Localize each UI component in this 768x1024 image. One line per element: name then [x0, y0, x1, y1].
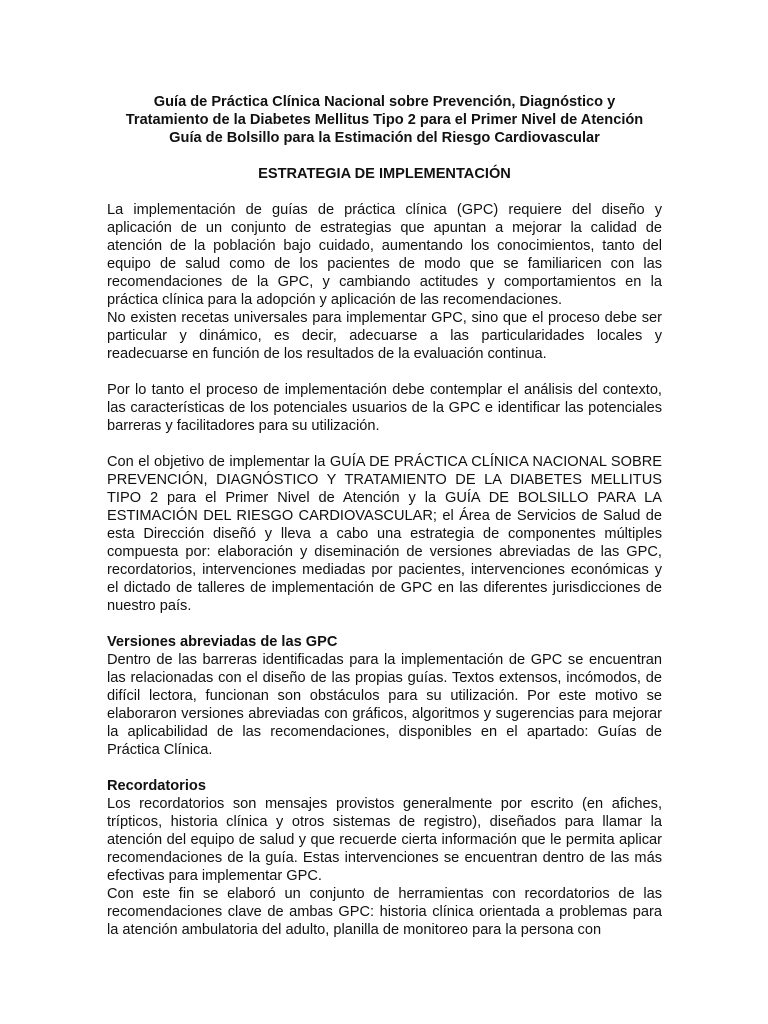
- versiones-section: [107, 633, 662, 759]
- recordatorios-paragraph-2: Con este fin se elaboró un conjunto de herramientas con recordatorios de las recomendaciones clave de ambas GPC: historia clínica orientada a problemas para la atención ambulatoria del adulto, planilla de monitoreo para la persona con: [107, 886, 662, 938]
- versiones-paragraph: Dentro de las barreras identificadas para la implementación de GPC se encuentran las relacionadas con el diseño de las propias guías. Textos extensos, incómodos, de difícil lectora, funcionan son obstáculos para su utilización. Por este motivo se elaboraron versiones abreviadas con gráficos, algoritmos y sugerencias para mejorar la aplicabilidad de las recomendaciones, disponibles en el apartado: Guías de Práctica Clínica.: [107, 652, 662, 758]
- title-line-2: Tratamiento de la Diabetes Mellitus Tipo 2 para el Primer Nivel de Atención: [125, 112, 644, 128]
- document-title: [103, 93, 666, 147]
- intro-paragraph: La implementación de guías de práctica clínica (GPC) requiere del diseño y aplicación de un conjunto de estrategias que apuntan a mejorar la calidad de atención de la población bajo cuidado, aumentando los conocimientos, tanto del equipo de salud como de los pacientes de modo que se familiaricen con las recomendaciones de la GPC, y cambiando actitudes y comportamientos en la práctica clínica para la adopción y aplicación de las recomendaciones.: [107, 202, 662, 308]
- title-line-1: Guía de Práctica Clínica Nacional sobre Prevención, Diagnóstico y: [153, 94, 616, 110]
- recordatorios-heading: Recordatorios: [107, 778, 206, 794]
- recordatorios-section: [107, 777, 662, 939]
- versiones-heading: Versiones abreviadas de las GPC: [107, 634, 338, 650]
- title-line-3: Guía de Bolsillo para la Estimación del Riesgo Cardiovascular: [169, 130, 600, 146]
- context-paragraph: Por lo tanto el proceso de implementación debe contemplar el análisis del contexto, las características de los potenciales usuarios de la GPC e identificar las potenciales barreras y facilitadores para su utilización.: [107, 382, 662, 434]
- recipes-paragraph: No existen recetas universales para implementar GPC, sino que el proceso debe ser particular y dinámico, es decir, adecuarse a las particularidades locales y readecuarse en función de los resultados de la evaluación continua.: [107, 310, 662, 362]
- document-page: [107, 93, 662, 939]
- objective-paragraph: Con el objetivo de implementar la GUÍA DE PRÁCTICA CLÍNICA NACIONAL SOBRE PREVENCIÓN, DIAGNÓSTICO Y TRATAMIENTO DE LA DIABETES MELLITUS TIPO 2 para el Primer Nivel de Atención y la GUÍA DE BOLSILLO PARA LA ESTIMACIÓN DEL RIESGO CARDIOVASCULAR; el Área de Servicios de Salud de esta Dirección diseñó y lleva a cabo una estrategia de componentes múltiples compuesta por: elaboración y diseminación de versiones abreviadas de las GPC, recordatorios, intervenciones mediadas por pacientes, intervenciones económicas y el dictado de talleres de implementación de GPC en las diferentes jurisdicciones de nuestro país.: [107, 454, 662, 614]
- section-title: ESTRATEGIA DE IMPLEMENTACIÓN: [258, 166, 511, 182]
- recordatorios-paragraph-1: Los recordatorios son mensajes provistos generalmente por escrito (en afiches, trípticos, historia clínica y otros sistemas de registro), diseñados para llamar la atención del equipo de salud y que recuerde cierta información que le permita aplicar recomendaciones de la guía. Estas intervenciones se encuentran dentro de las más efectivas para implementar GPC.: [107, 796, 662, 884]
